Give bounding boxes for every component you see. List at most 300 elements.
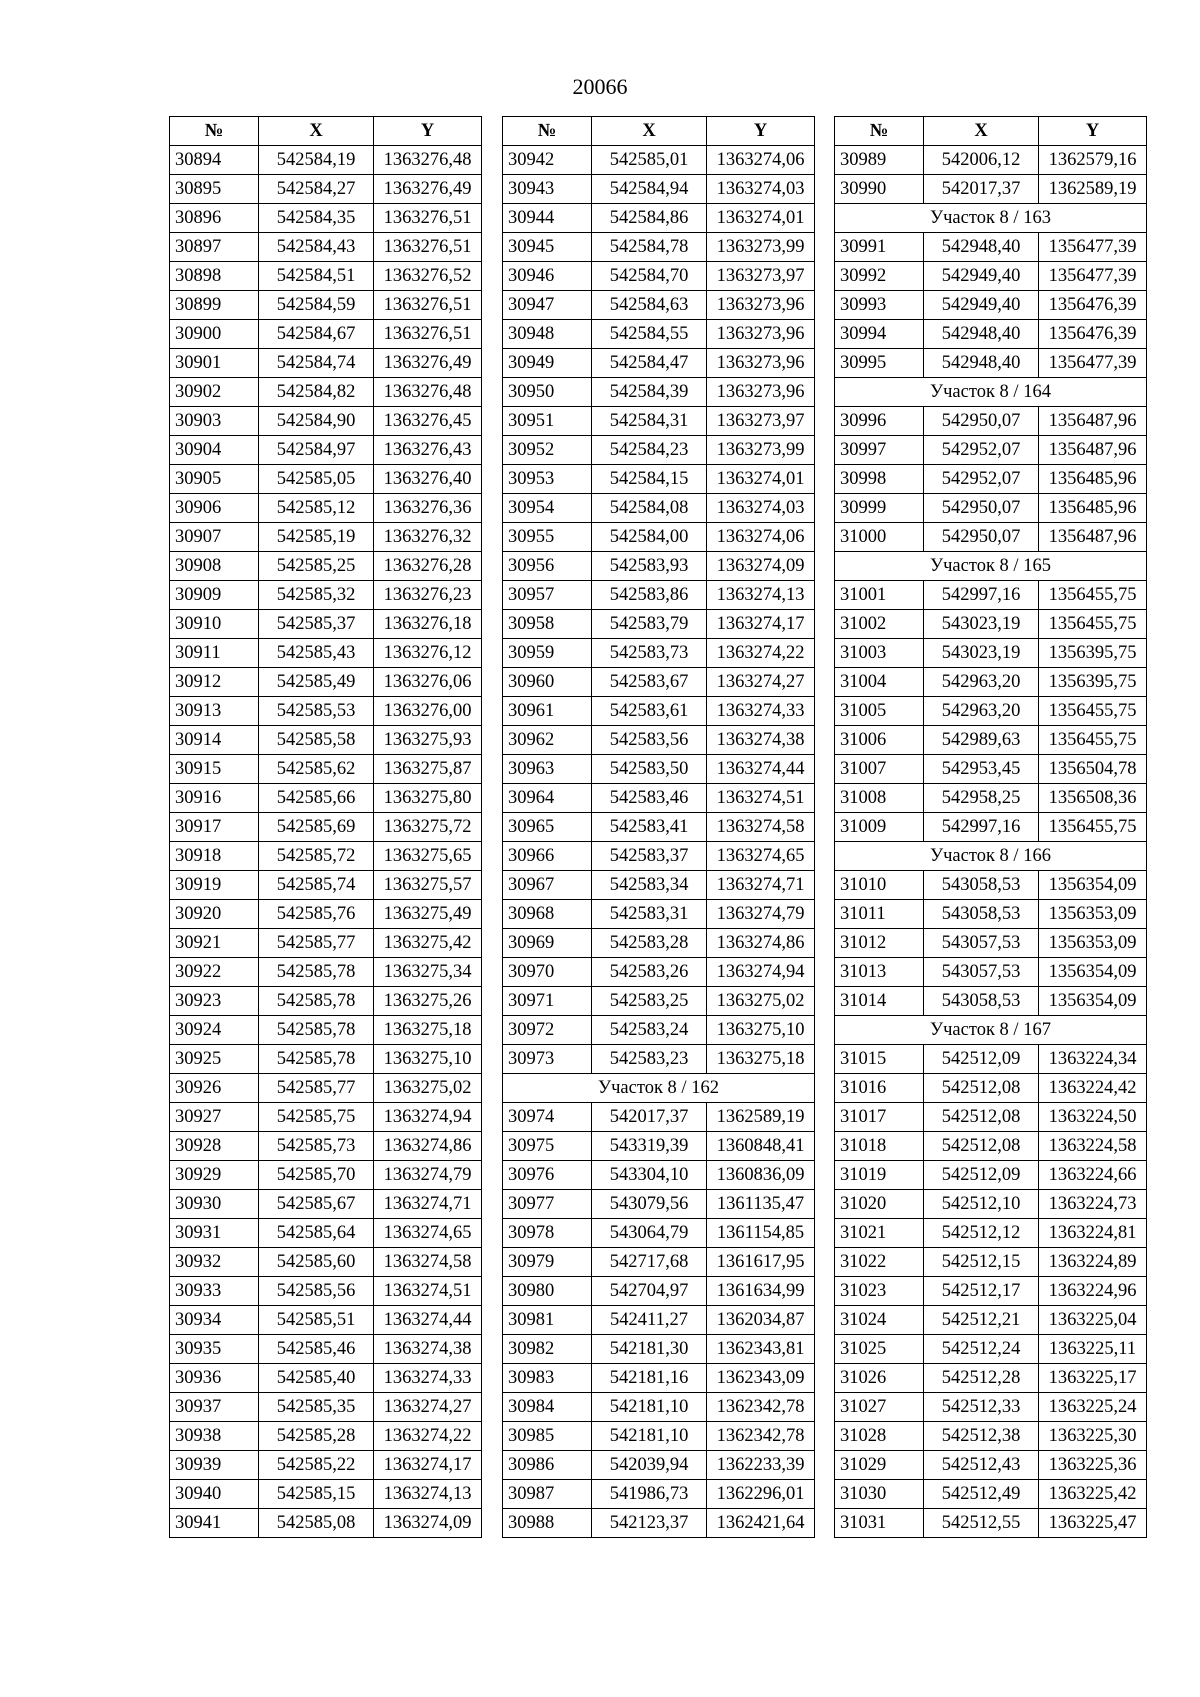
y-coordinate-cell: 1363275,80 — [374, 784, 482, 813]
y-coordinate-cell: 1363274,65 — [374, 1219, 482, 1248]
x-coordinate-cell: 542963,20 — [924, 697, 1039, 726]
x-coordinate-cell: 543057,53 — [924, 929, 1039, 958]
table-row — [503, 1335, 815, 1364]
x-coordinate-cell: 542584,59 — [259, 291, 374, 320]
table-row — [835, 1306, 1147, 1335]
point-number-cell: 30984 — [503, 1393, 592, 1422]
point-number-cell: 30983 — [503, 1364, 592, 1393]
table-row — [170, 871, 482, 900]
table-row — [503, 1480, 815, 1509]
header-x: X — [592, 117, 707, 146]
table-row — [835, 1393, 1147, 1422]
y-coordinate-cell: 1362589,19 — [1039, 175, 1147, 204]
y-coordinate-cell: 1363274,06 — [707, 146, 815, 175]
y-coordinate-cell: 1356477,39 — [1039, 349, 1147, 378]
table-row — [835, 233, 1147, 262]
table-row — [503, 291, 815, 320]
x-coordinate-cell: 543023,19 — [924, 610, 1039, 639]
point-number-cell: 30918 — [170, 842, 259, 871]
table-row — [835, 900, 1147, 929]
table-row — [170, 1306, 482, 1335]
section-row — [503, 1074, 815, 1103]
x-coordinate-cell: 542181,30 — [592, 1335, 707, 1364]
y-coordinate-cell: 1363275,93 — [374, 726, 482, 755]
section-row — [835, 842, 1147, 871]
point-number-cell: 30900 — [170, 320, 259, 349]
x-coordinate-cell: 542512,08 — [924, 1074, 1039, 1103]
x-coordinate-cell: 542585,53 — [259, 697, 374, 726]
x-coordinate-cell: 542585,12 — [259, 494, 374, 523]
table-row — [835, 523, 1147, 552]
header-y: Y — [1039, 117, 1147, 146]
y-coordinate-cell: 1363274,03 — [707, 175, 815, 204]
table-row — [835, 1248, 1147, 1277]
point-number-cell: 30966 — [503, 842, 592, 871]
y-coordinate-cell: 1362343,09 — [707, 1364, 815, 1393]
y-coordinate-cell: 1363274,17 — [707, 610, 815, 639]
x-coordinate-cell: 542584,47 — [592, 349, 707, 378]
table-row — [835, 465, 1147, 494]
point-number-cell: 31020 — [835, 1190, 924, 1219]
y-coordinate-cell: 1363224,73 — [1039, 1190, 1147, 1219]
x-coordinate-cell: 542585,37 — [259, 610, 374, 639]
x-coordinate-cell: 542997,16 — [924, 581, 1039, 610]
y-coordinate-cell: 1363274,01 — [707, 204, 815, 233]
section-row — [835, 378, 1147, 407]
x-coordinate-cell: 542584,67 — [259, 320, 374, 349]
table-row — [835, 1074, 1147, 1103]
y-coordinate-cell: 1356504,78 — [1039, 755, 1147, 784]
y-coordinate-cell: 1363276,23 — [374, 581, 482, 610]
y-coordinate-cell: 1363276,45 — [374, 407, 482, 436]
point-number-cell: 30997 — [835, 436, 924, 465]
point-number-cell: 31030 — [835, 1480, 924, 1509]
table-row — [170, 465, 482, 494]
x-coordinate-cell: 542585,62 — [259, 755, 374, 784]
table-row — [835, 1219, 1147, 1248]
table-row — [170, 262, 482, 291]
x-coordinate-cell: 542585,49 — [259, 668, 374, 697]
x-coordinate-cell: 542585,73 — [259, 1132, 374, 1161]
table-row — [503, 320, 815, 349]
table-row — [503, 958, 815, 987]
point-number-cell: 30958 — [503, 610, 592, 639]
table-row — [170, 1074, 482, 1103]
y-coordinate-cell: 1363274,86 — [374, 1132, 482, 1161]
header-number: № — [835, 117, 924, 146]
x-coordinate-cell: 542585,77 — [259, 1074, 374, 1103]
x-coordinate-cell: 542584,15 — [592, 465, 707, 494]
y-coordinate-cell: 1363224,81 — [1039, 1219, 1147, 1248]
point-number-cell: 30921 — [170, 929, 259, 958]
coordinates-table-1 — [169, 116, 482, 1538]
y-coordinate-cell: 1363274,06 — [707, 523, 815, 552]
point-number-cell: 31022 — [835, 1248, 924, 1277]
y-coordinate-cell: 1356455,75 — [1039, 697, 1147, 726]
table-row — [503, 610, 815, 639]
y-coordinate-cell: 1362342,78 — [707, 1422, 815, 1451]
point-number-cell: 31004 — [835, 668, 924, 697]
point-number-cell: 30949 — [503, 349, 592, 378]
point-number-cell: 30989 — [835, 146, 924, 175]
point-number-cell: 30936 — [170, 1364, 259, 1393]
y-coordinate-cell: 1363225,47 — [1039, 1509, 1147, 1538]
table-row — [503, 1219, 815, 1248]
x-coordinate-cell: 542512,08 — [924, 1132, 1039, 1161]
y-coordinate-cell: 1363275,18 — [374, 1016, 482, 1045]
table-row — [503, 1393, 815, 1422]
table-row — [835, 262, 1147, 291]
table-row — [170, 1219, 482, 1248]
point-number-cell: 30896 — [170, 204, 259, 233]
table-row — [170, 755, 482, 784]
y-coordinate-cell: 1363274,22 — [707, 639, 815, 668]
section-row — [835, 1016, 1147, 1045]
y-coordinate-cell: 1363224,42 — [1039, 1074, 1147, 1103]
table-row — [835, 407, 1147, 436]
table-row — [835, 436, 1147, 465]
y-coordinate-cell: 1363274,51 — [707, 784, 815, 813]
x-coordinate-cell: 542584,86 — [592, 204, 707, 233]
y-coordinate-cell: 1363225,17 — [1039, 1364, 1147, 1393]
point-number-cell: 30942 — [503, 146, 592, 175]
table-row — [835, 175, 1147, 204]
table-row — [170, 1161, 482, 1190]
x-coordinate-cell: 542583,37 — [592, 842, 707, 871]
x-coordinate-cell: 542585,43 — [259, 639, 374, 668]
table-row — [503, 204, 815, 233]
y-coordinate-cell: 1363275,49 — [374, 900, 482, 929]
x-coordinate-cell: 542585,78 — [259, 958, 374, 987]
section-title: Участок 8 / 162 — [503, 1074, 815, 1103]
point-number-cell: 30965 — [503, 813, 592, 842]
table-row — [170, 1509, 482, 1538]
table-row — [835, 610, 1147, 639]
table-row — [835, 1480, 1147, 1509]
point-number-cell: 30932 — [170, 1248, 259, 1277]
table-row — [503, 1451, 815, 1480]
table-row — [503, 175, 815, 204]
table-row — [835, 813, 1147, 842]
point-number-cell: 31019 — [835, 1161, 924, 1190]
y-coordinate-cell: 1362589,19 — [707, 1103, 815, 1132]
point-number-cell: 30978 — [503, 1219, 592, 1248]
x-coordinate-cell: 542584,90 — [259, 407, 374, 436]
x-coordinate-cell: 542585,35 — [259, 1393, 374, 1422]
table-row — [835, 1132, 1147, 1161]
x-coordinate-cell: 542950,07 — [924, 494, 1039, 523]
point-number-cell: 30979 — [503, 1248, 592, 1277]
table-row — [503, 378, 815, 407]
x-coordinate-cell: 542583,28 — [592, 929, 707, 958]
y-coordinate-cell: 1363274,27 — [707, 668, 815, 697]
y-coordinate-cell: 1363225,30 — [1039, 1422, 1147, 1451]
y-coordinate-cell: 1363274,71 — [707, 871, 815, 900]
point-number-cell: 30981 — [503, 1306, 592, 1335]
page-number: 20066 — [572, 74, 628, 99]
section-title: Участок 8 / 165 — [835, 552, 1147, 581]
x-coordinate-cell: 542585,05 — [259, 465, 374, 494]
point-number-cell: 30903 — [170, 407, 259, 436]
x-coordinate-cell: 542584,63 — [592, 291, 707, 320]
point-number-cell: 30945 — [503, 233, 592, 262]
x-coordinate-cell: 543058,53 — [924, 900, 1039, 929]
x-coordinate-cell: 542181,10 — [592, 1422, 707, 1451]
point-number-cell: 30940 — [170, 1480, 259, 1509]
x-coordinate-cell: 542583,93 — [592, 552, 707, 581]
point-number-cell: 30961 — [503, 697, 592, 726]
point-number-cell: 30926 — [170, 1074, 259, 1103]
table-row — [170, 726, 482, 755]
point-number-cell: 30923 — [170, 987, 259, 1016]
table-row — [835, 987, 1147, 1016]
y-coordinate-cell: 1363275,42 — [374, 929, 482, 958]
x-coordinate-cell: 542958,25 — [924, 784, 1039, 813]
y-coordinate-cell: 1363274,13 — [707, 581, 815, 610]
x-coordinate-cell: 542585,22 — [259, 1451, 374, 1480]
point-number-cell: 30935 — [170, 1335, 259, 1364]
table-row — [503, 929, 815, 958]
x-coordinate-cell: 542963,20 — [924, 668, 1039, 697]
y-coordinate-cell: 1363274,71 — [374, 1190, 482, 1219]
table-row — [503, 987, 815, 1016]
table-row — [170, 233, 482, 262]
y-coordinate-cell: 1356487,96 — [1039, 523, 1147, 552]
table-row — [170, 784, 482, 813]
x-coordinate-cell: 542584,35 — [259, 204, 374, 233]
table-row — [835, 494, 1147, 523]
point-number-cell: 31031 — [835, 1509, 924, 1538]
point-number-cell: 31001 — [835, 581, 924, 610]
point-number-cell: 31013 — [835, 958, 924, 987]
table-row — [835, 1103, 1147, 1132]
y-coordinate-cell: 1362579,16 — [1039, 146, 1147, 175]
y-coordinate-cell: 1362343,81 — [707, 1335, 815, 1364]
y-coordinate-cell: 1363274,33 — [374, 1364, 482, 1393]
table-row — [503, 1132, 815, 1161]
point-number-cell: 30953 — [503, 465, 592, 494]
x-coordinate-cell: 542584,00 — [592, 523, 707, 552]
table-row — [170, 1016, 482, 1045]
x-coordinate-cell: 543319,39 — [592, 1132, 707, 1161]
y-coordinate-cell: 1361634,99 — [707, 1277, 815, 1306]
x-coordinate-cell: 542948,40 — [924, 233, 1039, 262]
point-number-cell: 30992 — [835, 262, 924, 291]
y-coordinate-cell: 1363273,99 — [707, 436, 815, 465]
y-coordinate-cell: 1363275,02 — [374, 1074, 482, 1103]
table-row — [835, 958, 1147, 987]
point-number-cell: 30986 — [503, 1451, 592, 1480]
point-number-cell: 30901 — [170, 349, 259, 378]
x-coordinate-cell: 542583,31 — [592, 900, 707, 929]
table-row — [170, 407, 482, 436]
table-row — [503, 146, 815, 175]
point-number-cell: 30976 — [503, 1161, 592, 1190]
x-coordinate-cell: 542585,70 — [259, 1161, 374, 1190]
y-coordinate-cell: 1363274,58 — [374, 1248, 482, 1277]
table-row — [503, 494, 815, 523]
point-number-cell: 30916 — [170, 784, 259, 813]
table-row — [835, 726, 1147, 755]
x-coordinate-cell: 542017,37 — [924, 175, 1039, 204]
x-coordinate-cell: 542704,97 — [592, 1277, 707, 1306]
table-row — [503, 349, 815, 378]
point-number-cell: 30991 — [835, 233, 924, 262]
y-coordinate-cell: 1363273,97 — [707, 407, 815, 436]
y-coordinate-cell: 1363274,38 — [374, 1335, 482, 1364]
y-coordinate-cell: 1363273,97 — [707, 262, 815, 291]
y-coordinate-cell: 1363276,43 — [374, 436, 482, 465]
table-row — [835, 1451, 1147, 1480]
table-row — [170, 581, 482, 610]
point-number-cell: 30948 — [503, 320, 592, 349]
y-coordinate-cell: 1356487,96 — [1039, 436, 1147, 465]
x-coordinate-cell: 542585,76 — [259, 900, 374, 929]
y-coordinate-cell: 1363274,27 — [374, 1393, 482, 1422]
table-row — [835, 1364, 1147, 1393]
table-row — [503, 581, 815, 610]
y-coordinate-cell: 1363224,58 — [1039, 1132, 1147, 1161]
header-number: № — [503, 117, 592, 146]
x-coordinate-cell: 542583,56 — [592, 726, 707, 755]
y-coordinate-cell: 1363275,34 — [374, 958, 482, 987]
point-number-cell: 31009 — [835, 813, 924, 842]
x-coordinate-cell: 542585,15 — [259, 1480, 374, 1509]
x-coordinate-cell: 542585,25 — [259, 552, 374, 581]
point-number-cell: 30922 — [170, 958, 259, 987]
table-row — [170, 349, 482, 378]
x-coordinate-cell: 542584,51 — [259, 262, 374, 291]
x-coordinate-cell: 542583,26 — [592, 958, 707, 987]
table-row — [170, 900, 482, 929]
y-coordinate-cell: 1362421,64 — [707, 1509, 815, 1538]
point-number-cell: 30927 — [170, 1103, 259, 1132]
y-coordinate-cell: 1363276,52 — [374, 262, 482, 291]
table-row — [503, 1161, 815, 1190]
table-row — [835, 639, 1147, 668]
table-row — [503, 552, 815, 581]
point-number-cell: 30980 — [503, 1277, 592, 1306]
point-number-cell: 30914 — [170, 726, 259, 755]
point-number-cell: 30908 — [170, 552, 259, 581]
y-coordinate-cell: 1363225,42 — [1039, 1480, 1147, 1509]
point-number-cell: 31023 — [835, 1277, 924, 1306]
header-x: X — [259, 117, 374, 146]
table-row — [503, 813, 815, 842]
y-coordinate-cell: 1363274,58 — [707, 813, 815, 842]
table-header-row — [170, 117, 482, 146]
x-coordinate-cell: 542585,75 — [259, 1103, 374, 1132]
point-number-cell: 30941 — [170, 1509, 259, 1538]
y-coordinate-cell: 1363274,38 — [707, 726, 815, 755]
x-coordinate-cell: 542512,12 — [924, 1219, 1039, 1248]
y-coordinate-cell: 1356354,09 — [1039, 958, 1147, 987]
table-row — [170, 1132, 482, 1161]
table-row — [503, 842, 815, 871]
x-coordinate-cell: 542584,70 — [592, 262, 707, 291]
table-row — [170, 1335, 482, 1364]
point-number-cell: 31021 — [835, 1219, 924, 1248]
point-number-cell: 30974 — [503, 1103, 592, 1132]
x-coordinate-cell: 542583,50 — [592, 755, 707, 784]
x-coordinate-cell: 542583,23 — [592, 1045, 707, 1074]
point-number-cell: 30960 — [503, 668, 592, 697]
x-coordinate-cell: 542717,68 — [592, 1248, 707, 1277]
table-row — [835, 1277, 1147, 1306]
x-coordinate-cell: 542949,40 — [924, 291, 1039, 320]
y-coordinate-cell: 1356455,75 — [1039, 813, 1147, 842]
y-coordinate-cell: 1363276,49 — [374, 175, 482, 204]
y-coordinate-cell: 1363224,34 — [1039, 1045, 1147, 1074]
y-coordinate-cell: 1356485,96 — [1039, 494, 1147, 523]
table-row — [503, 1364, 815, 1393]
point-number-cell: 30899 — [170, 291, 259, 320]
table-row — [170, 204, 482, 233]
point-number-cell: 30917 — [170, 813, 259, 842]
x-coordinate-cell: 542411,27 — [592, 1306, 707, 1335]
table-row — [170, 1393, 482, 1422]
x-coordinate-cell: 542584,74 — [259, 349, 374, 378]
point-number-cell: 31029 — [835, 1451, 924, 1480]
table-row — [503, 1306, 815, 1335]
y-coordinate-cell: 1363275,18 — [707, 1045, 815, 1074]
table-row — [503, 639, 815, 668]
x-coordinate-cell: 542583,25 — [592, 987, 707, 1016]
y-coordinate-cell: 1356477,39 — [1039, 233, 1147, 262]
x-coordinate-cell: 542953,45 — [924, 755, 1039, 784]
y-coordinate-cell: 1356476,39 — [1039, 291, 1147, 320]
x-coordinate-cell: 542583,61 — [592, 697, 707, 726]
point-number-cell: 30971 — [503, 987, 592, 1016]
point-number-cell: 30962 — [503, 726, 592, 755]
point-number-cell: 30954 — [503, 494, 592, 523]
y-coordinate-cell: 1356353,09 — [1039, 929, 1147, 958]
point-number-cell: 30990 — [835, 175, 924, 204]
y-coordinate-cell: 1363276,36 — [374, 494, 482, 523]
y-coordinate-cell: 1356476,39 — [1039, 320, 1147, 349]
point-number-cell: 31026 — [835, 1364, 924, 1393]
y-coordinate-cell: 1363274,13 — [374, 1480, 482, 1509]
point-number-cell: 30968 — [503, 900, 592, 929]
header-x: X — [924, 117, 1039, 146]
table-row — [835, 1335, 1147, 1364]
point-number-cell: 30967 — [503, 871, 592, 900]
point-number-cell: 30952 — [503, 436, 592, 465]
x-coordinate-cell: 542181,10 — [592, 1393, 707, 1422]
table-row — [503, 668, 815, 697]
table-row — [170, 175, 482, 204]
table-row — [503, 784, 815, 813]
point-number-cell: 30959 — [503, 639, 592, 668]
table-row — [503, 233, 815, 262]
y-coordinate-cell: 1356487,96 — [1039, 407, 1147, 436]
x-coordinate-cell: 542952,07 — [924, 465, 1039, 494]
x-coordinate-cell: 543058,53 — [924, 871, 1039, 900]
table-row — [170, 291, 482, 320]
x-coordinate-cell: 542997,16 — [924, 813, 1039, 842]
y-coordinate-cell: 1363274,01 — [707, 465, 815, 494]
point-number-cell: 30930 — [170, 1190, 259, 1219]
y-coordinate-cell: 1356354,09 — [1039, 987, 1147, 1016]
y-coordinate-cell: 1363274,44 — [374, 1306, 482, 1335]
table-row — [503, 262, 815, 291]
x-coordinate-cell: 542583,67 — [592, 668, 707, 697]
point-number-cell: 30915 — [170, 755, 259, 784]
y-coordinate-cell: 1363276,49 — [374, 349, 482, 378]
table-row — [503, 1103, 815, 1132]
y-coordinate-cell: 1356455,75 — [1039, 610, 1147, 639]
header-y: Y — [374, 117, 482, 146]
